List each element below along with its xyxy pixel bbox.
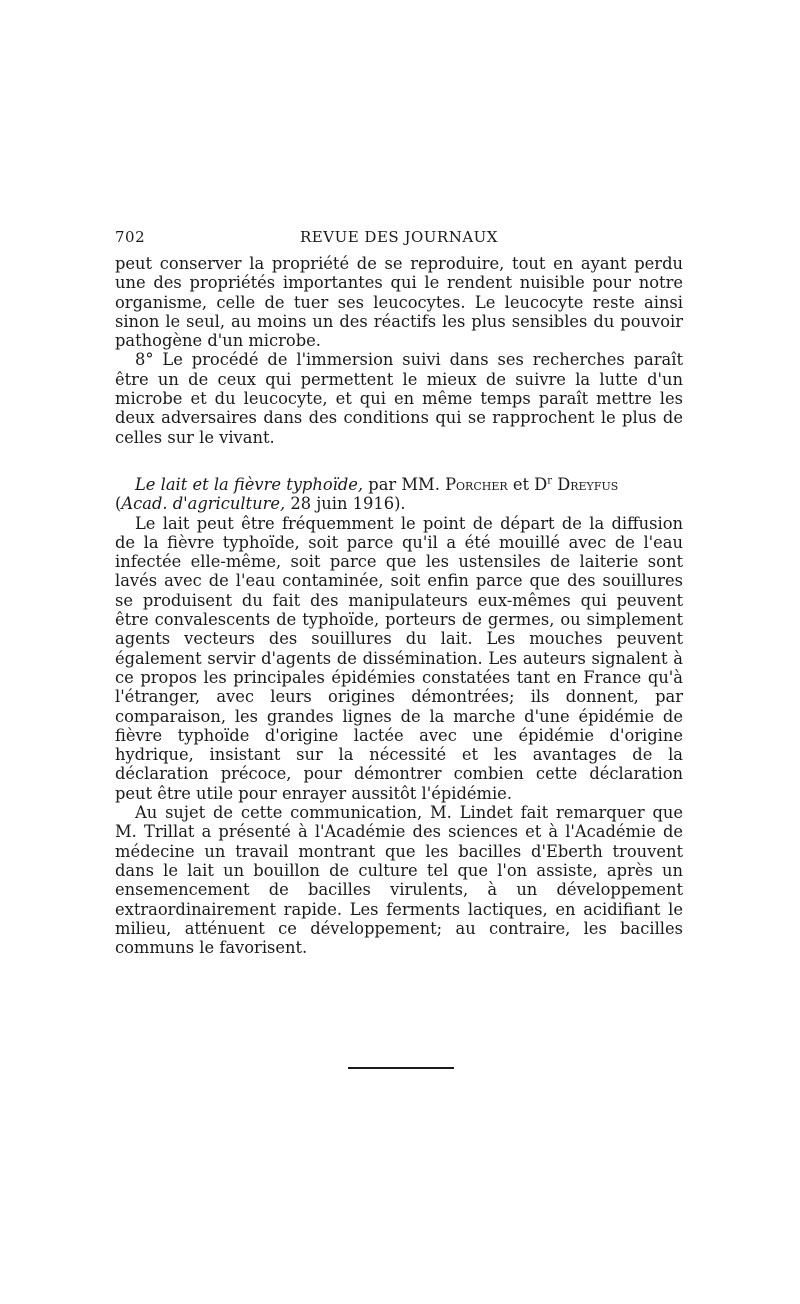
article-source: Acad. d'agriculture, [121, 494, 286, 514]
end-rule [348, 1067, 454, 1069]
article-title: Le lait et la fièvre typhoïde, [135, 474, 364, 494]
author-porcher: Porcher [445, 474, 508, 494]
running-head-title: REVUE DES JOURNAUX [300, 228, 498, 246]
continued-paragraph: peut conserver la propriété de se reproduire, tout en ayant perdu une des propriétés importantes qui le rendent nuisible pour notre organisme, celle de tuer ses leucocytes. Le leucocyte reste ainsi sinon le seul, au moins un des réactifs les plus sensibles du pouvoir pathogène d'un microbe. [115, 254, 683, 351]
page-number: 702 [115, 228, 146, 246]
doctor-title-superscript: r [547, 475, 553, 487]
author-separator: et D [507, 474, 548, 494]
article-date: 28 juin 1916). [285, 494, 406, 514]
running-head [115, 228, 683, 254]
article-paragraph-1: Le lait peut être fréquemment le point de départ de la diffusion de la fièvre typhoïde, soit parce qu'il a été mouillé avec de l'eau infectée elle-même, soit parce que les ustensiles de laiterie sont lavés avec de l'eau contaminée, soit enfin parce que des souillures se produisent du fait des manipulateurs eux-mêmes qui peuvent être convalescents de typhoïde, porteurs de germes, ou simplement agents vecteurs des souillures du lait. Les mouches peuvent également servir d'agents de dissémination. Les auteurs signalent à ce propos les principales épidémies constatées tant en France qu'à l'étranger, avec leurs origines démontrées; ils donnent, par comparaison, les grandes lignes de la marche d'une épidémie de fièvre typhoïde d'origine lactée avec une épidémie d'origine hydrique, insistant sur la nécessité et les avantages de la déclaration précoce, pour démontrer combien cette déclaration peut être utile pour enrayer aussitôt l'épidémie. [115, 513, 683, 803]
article-heading [115, 475, 683, 514]
article-paragraph-2: Au sujet de cette communication, M. Lindet fait remarquer que M. Trillat a présenté à l'Académie des sciences et à l'Académie de médecine un travail montrant que les bacilles d'Eberth trouvent dans le lait un bouillon de culture tel que l'on assiste, après un ensemencement de bacilles virulents, à un développement extraordinairement rapide. Les ferments lactiques, en acidifiant le milieu, atténuent ce développement; au contraire, les bacilles communs le favorisent. [115, 803, 683, 958]
journal-page [115, 228, 683, 957]
point-8-paragraph: 8° Le procédé de l'immersion suivi dans ses recherches paraît être un de ceux qui permettent le mieux de suivre la lutte d'un microbe et du leucocyte, et qui en même temps paraît mettre les deux adversaires dans des conditions qui se rapprochent le plus de celles sur le vivant. [115, 350, 683, 447]
source-open-paren: ( [115, 494, 122, 514]
author-dreyfus: Dreyfus [552, 474, 619, 494]
article-by: par MM. [363, 474, 446, 494]
